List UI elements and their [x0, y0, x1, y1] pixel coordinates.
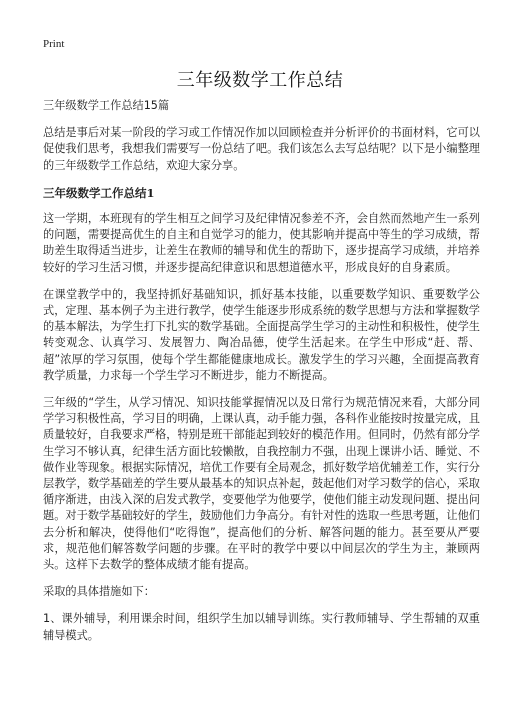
body-paragraph-2: 在课堂教学中的，我坚持抓好基础知识，抓好基本技能，以重要数学知识、重要数学公式，定理、基本例子为主进行教学，使学生能逐步形成系统的数学思想与方法和掌握数学的基本解法，为学生打下扎实的数学基础。全面提高学生学习的主动性和积极性，使学生转变观念、认真学习、发展智力、陶冶品德，使学生活起来。在学生中形成“赶、帮、超”浓厚的学习氛围，使每个学生都能健康地成长。激发学生的学习兴趣，全面提高教育教学质量，力求每一个学生学习不断进步，能力不断提高。: [43, 287, 480, 382]
body-paragraph-4: 采取的具体措施如下：: [43, 585, 155, 599]
body-paragraph-3: 三年级的“学生，从学习情况、知识技能掌握情况以及日常行为规范情况来看，大部分同学学习积极性高，学习目的明确，上课认真，动手能力强，各科作业能按时按量完成，且质量较好，自我要求严格，特别是班干部能起到较好的模范作用。但同时，仍然有部分学生学习不够认真，纪律生活方面比较懒散，自我控制力不强，出现上课讲小话、睡觉、不做作业等现象。根据实际情况，培优工作要有全局观念，抓好数学培优辅差工作，实行分层教学，数学基础差的学生要从最基本的知识点补起，鼓起他们对学习数学的信心，采取循序渐进，由浅入深的启发式教学，变要他学为他要学，使他们能主动发现问题、提出问题。对于数学基础较好的学生，鼓励他们力争高分。有针对性的选取一些思考题，让他们去分析和解决，使得他们“吃得饱”，提高他们的分析、解答问题的能力。甚至要从严要求，规范他们解答数学问题的步骤。在平时的教学中要以中间层次的学生为主，兼顾两头。这样下去数学的整体成绩才能有提高。: [43, 396, 480, 572]
document-title: 三年级数学工作总结: [176, 70, 344, 91]
intro-paragraph: 总结是事后对某一阶段的学习或工作情况作加以回顾检查并分析评价的书面材料，它可以促使我们思考，我想我们需要写一份总结了吧。我们该怎么去写总结呢？以下是小编整理的三年级数学工作总结，欢迎大家分享。: [43, 126, 480, 172]
body-paragraph-1: 这一学期，本班现有的学生相互之间学习及纪律情况参差不齐，会自然而然地产生一系列的问题，需要提高优生的自主和自觉学习的能力，使其影响并提高中等生的学习成绩，帮助差生取得适当进步，让差生在教师的辅导和优生的帮助下，逐步提高学习成绩，并培养较好的学习生活习惯，并逐步提高纪律意识和思想道德水平，形成良好的自身素质。: [43, 212, 480, 274]
document-subtitle: 三年级数学工作总结15篇: [43, 99, 170, 112]
document-body: [43, 98, 480, 655]
print-label[interactable]: Print: [43, 38, 65, 50]
body-paragraph-5: 1、课外辅导，利用课余时间，组织学生加以辅导训练。实行教师辅导、学生帮辅的双重辅导模式。: [43, 612, 480, 642]
section-heading: 三年级数学工作总结1: [43, 185, 155, 200]
